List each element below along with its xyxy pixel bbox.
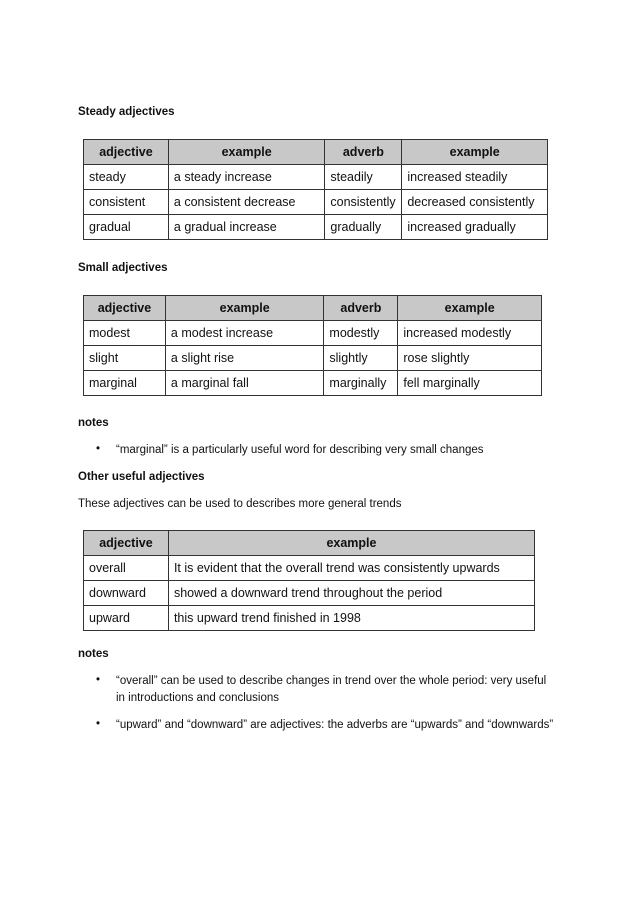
column-header: adjective — [84, 296, 166, 321]
table-cell: fell marginally — [398, 371, 542, 396]
column-header: adverb — [324, 296, 398, 321]
table-cell: slightly — [324, 346, 398, 371]
table-cell: a slight rise — [165, 346, 324, 371]
bullet-icon: • — [96, 718, 101, 730]
table-cell: rose slightly — [398, 346, 542, 371]
table-cell: a consistent decrease — [168, 190, 324, 215]
column-header: adverb — [325, 140, 402, 165]
table-cell: steady — [84, 165, 169, 190]
table-cell: consistently — [325, 190, 402, 215]
column-header: example — [402, 140, 548, 165]
table-cell: a gradual increase — [168, 215, 324, 240]
bullet-icon: • — [96, 443, 101, 455]
table-cell: this upward trend finished in 1998 — [168, 606, 534, 631]
table-row — [84, 556, 535, 581]
table-cell: modest — [84, 321, 166, 346]
table-cell: decreased consistently — [402, 190, 548, 215]
bullet-icon: • — [96, 674, 101, 686]
small-adjectives-heading: Small adjectives — [78, 262, 168, 274]
table-row — [84, 165, 548, 190]
table-row — [84, 215, 548, 240]
table-cell: showed a downward trend throughout the period — [168, 581, 534, 606]
table-cell: increased steadily — [402, 165, 548, 190]
note-text: “upward” and “downward” are adjectives: the adverbs are “upwards” and “downwards” — [116, 719, 554, 731]
notes-heading: notes — [78, 417, 109, 429]
table-cell: downward — [84, 581, 169, 606]
table-cell: gradual — [84, 215, 169, 240]
table-cell: marginally — [324, 371, 398, 396]
table-cell: marginal — [84, 371, 166, 396]
table-cell: It is evident that the overall trend was consistently upwards — [168, 556, 534, 581]
column-header: example — [168, 140, 324, 165]
steady-adjectives-table — [83, 139, 548, 240]
small-adjectives-table — [83, 295, 542, 396]
table-cell: a marginal fall — [165, 371, 324, 396]
table-row — [84, 321, 542, 346]
note-text: “marginal” is a particularly useful word for describing very small changes — [116, 444, 484, 456]
other-adjectives-intro: These adjectives can be used to describes more general trends — [78, 498, 402, 510]
column-header: adjective — [84, 531, 169, 556]
table-cell: gradually — [325, 215, 402, 240]
table-cell: consistent — [84, 190, 169, 215]
table-cell: slight — [84, 346, 166, 371]
table-cell: a steady increase — [168, 165, 324, 190]
table-header-row — [84, 140, 548, 165]
note-text: “overall” can be used to describe changes in trend over the whole period: very useful in introductions and conclusions — [116, 675, 547, 704]
table-row — [84, 190, 548, 215]
table-cell: a modest increase — [165, 321, 324, 346]
notes-heading: notes — [78, 648, 109, 660]
other-adjectives-table — [83, 530, 535, 631]
column-header: example — [398, 296, 542, 321]
table-cell: upward — [84, 606, 169, 631]
table-cell: overall — [84, 556, 169, 581]
table-header-row — [84, 531, 535, 556]
table-row — [84, 581, 535, 606]
table-cell: steadily — [325, 165, 402, 190]
column-header: adjective — [84, 140, 169, 165]
table-cell: increased gradually — [402, 215, 548, 240]
table-row — [84, 346, 542, 371]
table-cell: increased modestly — [398, 321, 542, 346]
table-row — [84, 606, 535, 631]
table-cell: modestly — [324, 321, 398, 346]
column-header: example — [165, 296, 324, 321]
other-adjectives-heading: Other useful adjectives — [78, 471, 205, 483]
table-header-row — [84, 296, 542, 321]
steady-adjectives-heading: Steady adjectives — [78, 106, 175, 118]
table-row — [84, 371, 542, 396]
column-header: example — [168, 531, 534, 556]
